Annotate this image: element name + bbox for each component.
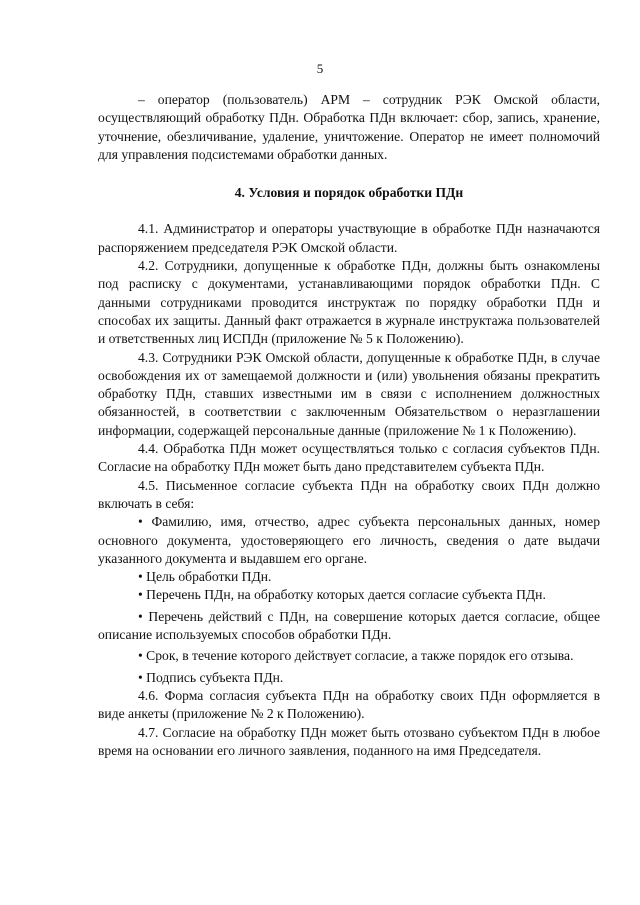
list-item: • Фамилию, имя, отчество, адрес субъекта персональных данных, номер основного документа, удостоверяющего его личность, сведения о дате выдачи указанного документа и выдавшем его органе. [98,514,600,566]
list-item: • Перечень действий с ПДн, на совершение которых дается согласие, общее описание используемых способов обработки ПДн. [98,608,600,643]
operator-definition-paragraph: – оператор (пользователь) АРМ – сотрудник РЭК Омской области, осуществляющий обработку ПДн. Обработка ПДн включает: сбор, запись, хранение, уточнение, обезличивание, удаление, уничтожение. Оператор не имеет полномочий для управления подсистемами обработки данных. [98,92,600,162]
section-title: 4. Условия и порядок обработки ПДн [234,185,464,201]
paragraph-4-5: 4.5. Письменное согласие субъекта ПДн на обработку своих ПДн должно включать в себя: [98,477,600,511]
list-item: • Срок, в течение которого действует согласие, а также порядок его отзыва. [138,648,574,664]
list-item: • Перечень ПДн, на обработку которых дается согласие субъекта ПДн. [138,587,546,603]
paragraph-4-6: 4.6. Форма согласия субъекта ПДн на обработку своих ПДн оформляется в виде анкеты (приложение № 2 к Положению). [98,687,600,722]
paragraph-4-4: 4.4. Обработка ПДн может осуществляться только с согласия субъектов ПДн. Согласие на обработку ПДн может быть дано представителем субъекта ПДн. [98,441,600,475]
paragraph-4-2: 4.2. Сотрудники, допущенные к обработке ПДн, должны быть ознакомлены под расписку с документами, устанавливающими порядок обработки ПДн. С данными сотрудниками проводится инструктаж по порядку обработки ПДн и способах их защиты. Данный факт отражается в журнале инструктажа пользователей и ответственных лиц ИСПДн (приложение № 5 к Положению). [98,258,600,347]
document-body [98,91,600,760]
list-item: • Подпись субъекта ПДн. [138,669,284,685]
paragraph-4-1: 4.1. Администратор и операторы участвующие в обработке ПДн назначаются распоряжением председателя РЭК Омской области. [98,221,600,255]
paragraph-4-7: 4.7. Согласие на обработку ПДн может быть отозвано субъектом ПДн в любое время на основании его личного заявления, поданного на имя Председателя. [98,724,600,758]
page-number: 5 [316,61,324,76]
list-item: • Цель обработки ПДн. [138,569,272,585]
paragraph-4-3: 4.3. Сотрудники РЭК Омской области, допущенные к обработке ПДн, в случае освобождения их от замещаемой должности и (или) увольнения обязаны прекратить обработку ПДн, ставших известными им в связи с исполнением должностных обязанностей, в соответствии с заключенным Обязательством о неразглашении информации, содержащей персональные данные (приложение № 1 к Положению). [98,349,600,438]
